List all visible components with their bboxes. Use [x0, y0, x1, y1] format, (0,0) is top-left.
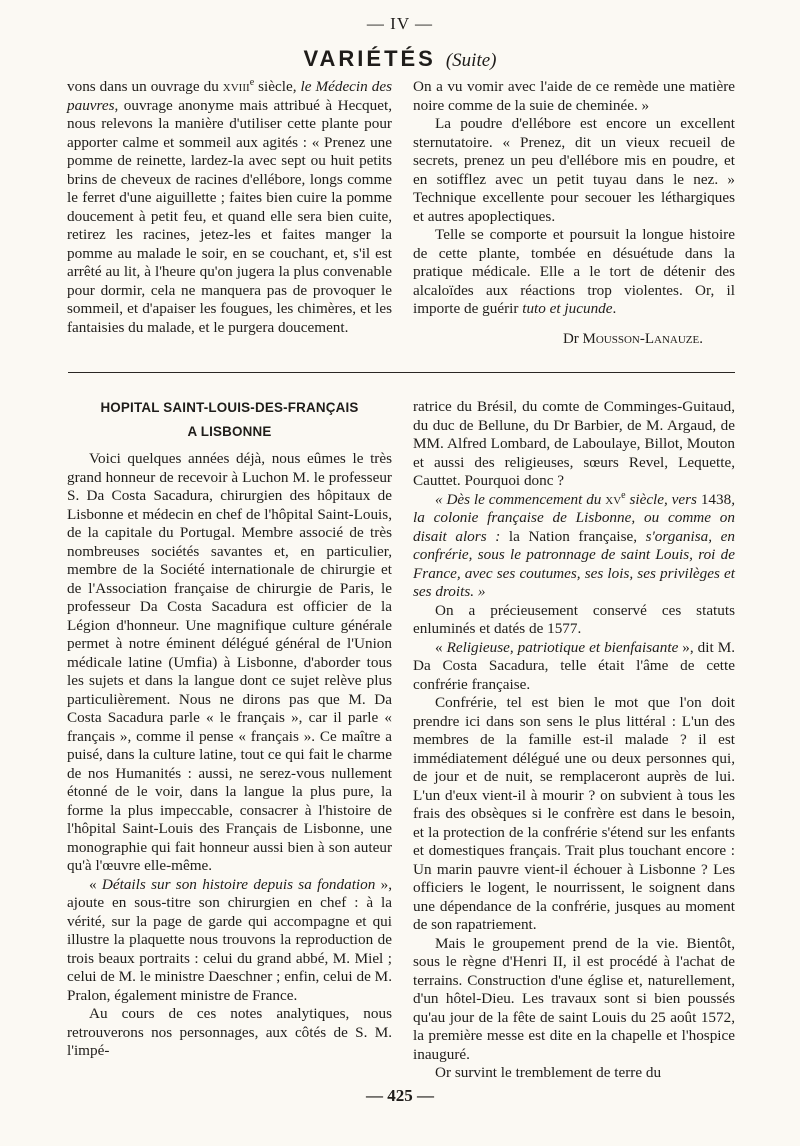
signature-name: Mousson-Lanauze. [582, 331, 703, 347]
column-top-left [67, 78, 392, 352]
column-bottom-right [413, 398, 735, 1088]
paragraph: Mais le groupement prend de la vie. Bientôt, sous le règne d'Henri II, il est procédé à l'achat de terrains. Construction d'une église et, naturellement, d'un hôtel-Dieu. Les travaux sont si bien poussés qu'au jour de la fête de saint Louis du 25 août 1572, la première messe est dite en la chapelle et l'hospice inauguré. [413, 934, 735, 1063]
section-header [0, 46, 800, 72]
section-suffix: (Suite) [445, 50, 497, 71]
author-signature [413, 331, 703, 348]
section-divider [68, 372, 735, 373]
paragraph: La poudre d'ellébore est encore un excellent sternutatoire. « Prenez, dit un vieux recueil de secrets, prenez un peu d'ellébore mis en poudre, et en sotifflez avec un petit tuyau dans le nez. » Technique excellente pour secouer les léthargiques et autres apoplectiques. [413, 115, 735, 225]
paragraph: On a vu vomir avec l'aide de ce remède une matière noire comme de la suie de cheminée. » [413, 78, 735, 114]
column-bottom-left [67, 450, 392, 1075]
paragraph: Au cours de ces notes analytiques, nous retrouverons nos personnages, aux côtés de S. M. l'impé- [67, 1005, 392, 1059]
paragraph: Confrérie, tel est bien le mot que l'on doit prendre ici dans son sens le plus littéral : L'un des membres de la famille est-il malade ? il est immédiatement délégué une ou deux personnes qui, de jour et de nuit, se remplaceront auprès de lui. L'un d'eux vient-il à mourir ? on subvient à tous les frais des obsèques si le confrère est dans le besoin, et la protection de la confrérie s'étend sur les enfants et domestiques français. Trait plus touchant encore : Un marin pauvre vient-il échouer à Lisbonne ? Les officiers le logent, le nourrissent, le soignent dans une dépendance de la confrérie, jusques au moment de son rapatriement. [413, 694, 735, 933]
paragraph: Voici quelques années déjà, nous eûmes le très grand honneur de recevoir à Luchon M. le professeur S. Da Costa Sacadura, chirurgien des hôpitaux de Lisbonne et médecin en chef de l'hôpital Saint-Louis, de la capitale du Portugal. Membre associé de très nombreuses sociétés savantes et, en particulier, membre de la Société internationale de chirurgie et de l'Association française de chirurgie de Paris, le professeur Da Costa Sacadura est officier de la Légion d'honneur. Une magnifique culture générale permet à notre éminent délégué général de l'Union médicale latine (Umfia) à Lisbonne, d'aborder tous les sujets et dans la langue dont ce sujet relève plus particulièrement. Nous ne dirons pas que M. Da Costa Sacadura parle « le français », car il parle « français », comme il pense « français ». Ce maître a puisé, dans la culture latine, tout ce qui fait le charme de nos Humanités : aussi, ne serez-vous nullement étonné de le voir, dans la langue la plus pure, la forme la plus impeccable, consacrer à l'histoire de l'hôpital Saint-Louis des Français de Lisbonne, une monographie qui fait honneur aussi bien à son auteur qu'à l'œuvre elle-même. [67, 450, 392, 874]
paragraph: « Religieuse, patriotique et bienfaisante », dit M. Da Costa Sacadura, telle était l'âme de cette confrérie française. [413, 638, 735, 693]
article-subtitle: A LISBONNE [187, 424, 272, 439]
paragraph: « Détails sur son histoire depuis sa fondation », ajoute en sous-titre son chirurgien en chef : à la vérité, sur la page de garde qui accompagne et qui illustre la plaquette nous trouvons la reproduction de trois beaux portraits : celui du grand abbé, M. Miel ; celui de M. le ministre Daeschner ; enfin, celui de M. Pralon, également ministre de France. [67, 875, 393, 1004]
paragraph: ratrice du Brésil, du comte de Comminges-Guitaud, du duc de Bellune, du Dr Barbier, de M. Argaud, de MM. Alfred Lombard, de Laboulaye, Billot, Mouton et aussi des religieuses, sœurs Revel, Lequette, Cauttet. Pourquoi donc ? [413, 398, 735, 489]
article-title: HOPITAL SAINT-LOUIS-DES-FRANÇAIS [100, 400, 359, 415]
signature-title: Dr [562, 331, 579, 347]
paragraph: vons dans un ouvrage du xviii$^e$ siècle, le Médecin des pauvres, ouvrage anonyme mais attribué à Hecquet, nous relevons la manière d'utiliser cette plante pour apporter calme et sommeil aux agités : « Prenez une pomme de reinette, lardez-la avec sept ou huit petits brins de cheveux de racines d'ellébore, longs comme le ferret d'une aiguillette ; faites bien cuire la pomme doucement à petit feu, et quand elle sera bien cuite, retirez les racines, jetez-les et faites manger la pomme au malade le soir, en se couchant, et, s'il est arrêté au lit, à l'heure qu'on jugera la plus convenable pour dormir, cela ne manquera pas de provoquer le sommeil, et d'apaiser les fougues, les chimères, et les fantaisies du malade, et le purgera doucement. [67, 76, 392, 336]
paragraph: On a précieusement conservé ces statuts enluminés et datés de 1577. [413, 601, 735, 637]
paragraph: Or survint le tremblement de terre du [435, 1064, 662, 1081]
section-title: VARIÉTÉS [303, 46, 436, 71]
roman-page-number: — IV — [366, 14, 434, 33]
column-top-right [413, 78, 735, 316]
paragraph: « Dès le commencement du $xv^e$ siècle, vers 1438, la colonie française de Lisbonne, ou comme on disait alors : la Nation française, s'organisa, en confrérie, sous le patronnage de saint Louis, roi de France, avec ses coutumes, ses lois, ses privilèges et ses droits. » [413, 489, 735, 600]
paragraph: Telle se comporte et poursuit la longue histoire de cette plante, tombée en désuétude dans la pratique médicale. Elle a le tort de détenir des alcaloïdes aux réactions trop violentes. Or, il importe de guérir tuto et jucunde. [413, 226, 735, 317]
page-number: — 425 — [366, 1086, 434, 1105]
